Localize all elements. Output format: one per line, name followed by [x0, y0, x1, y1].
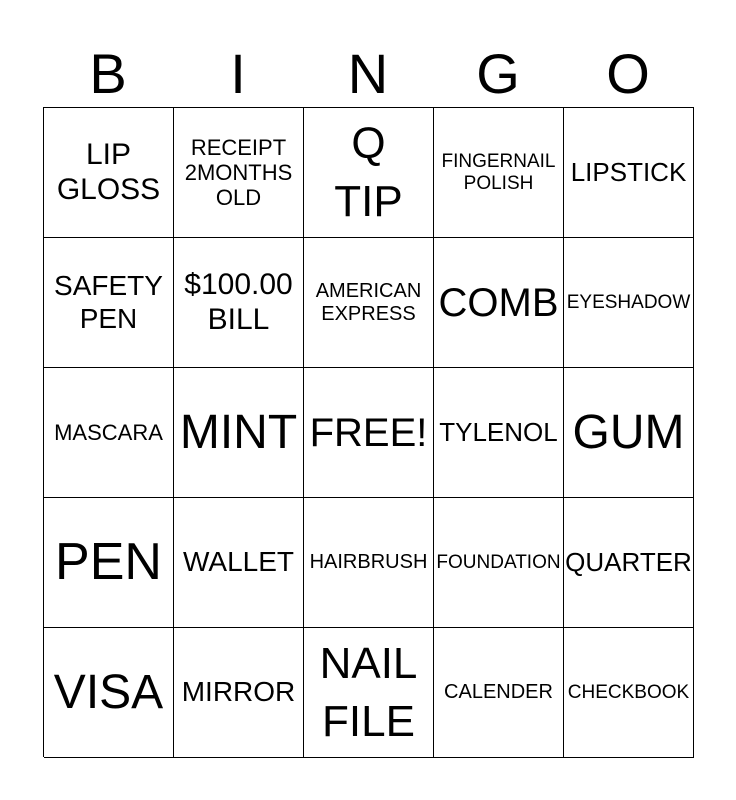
bingo-cell[interactable]: QUARTER: [564, 498, 694, 628]
header-letter-n: N: [347, 42, 389, 105]
bingo-cell[interactable]: Q TIP: [304, 108, 434, 238]
bingo-cell[interactable]: EYESHADOW: [564, 238, 694, 368]
bingo-cell[interactable]: MIRROR: [174, 628, 304, 758]
bingo-cell[interactable]: WALLET: [174, 498, 304, 628]
bingo-cell[interactable]: $100.00 BILL: [174, 238, 304, 368]
bingo-cell[interactable]: VISA: [44, 628, 174, 758]
bingo-cell[interactable]: LIPSTICK: [564, 108, 694, 238]
bingo-cell[interactable]: COMB: [434, 238, 564, 368]
bingo-header: [43, 42, 693, 106]
bingo-cell[interactable]: SAFETY PEN: [44, 238, 174, 368]
header-letter-b: B: [89, 42, 127, 105]
bingo-cell[interactable]: HAIRBRUSH: [304, 498, 434, 628]
bingo-cell[interactable]: FOUNDATION: [434, 498, 564, 628]
bingo-cell[interactable]: NAIL FILE: [304, 628, 434, 758]
bingo-cell[interactable]: AMERICAN EXPRESS: [304, 238, 434, 368]
header-letter-g: G: [476, 42, 520, 105]
header-letter-i: I: [230, 42, 246, 105]
bingo-cell[interactable]: CALENDER: [434, 628, 564, 758]
free-space-cell[interactable]: FREE!: [304, 368, 434, 498]
header-letter-o: O: [606, 42, 650, 105]
bingo-cell[interactable]: GUM: [564, 368, 694, 498]
bingo-cell[interactable]: LIP GLOSS: [44, 108, 174, 238]
bingo-cell[interactable]: MASCARA: [44, 368, 174, 498]
bingo-cell[interactable]: CHECKBOOK: [564, 628, 694, 758]
bingo-cell[interactable]: PEN: [44, 498, 174, 628]
bingo-cell[interactable]: MINT: [174, 368, 304, 498]
bingo-board: [43, 107, 694, 757]
bingo-cell[interactable]: FINGERNAIL POLISH: [434, 108, 564, 238]
bingo-cell[interactable]: RECEIPT 2MONTHS OLD: [174, 108, 304, 238]
bingo-cell[interactable]: TYLENOL: [434, 368, 564, 498]
